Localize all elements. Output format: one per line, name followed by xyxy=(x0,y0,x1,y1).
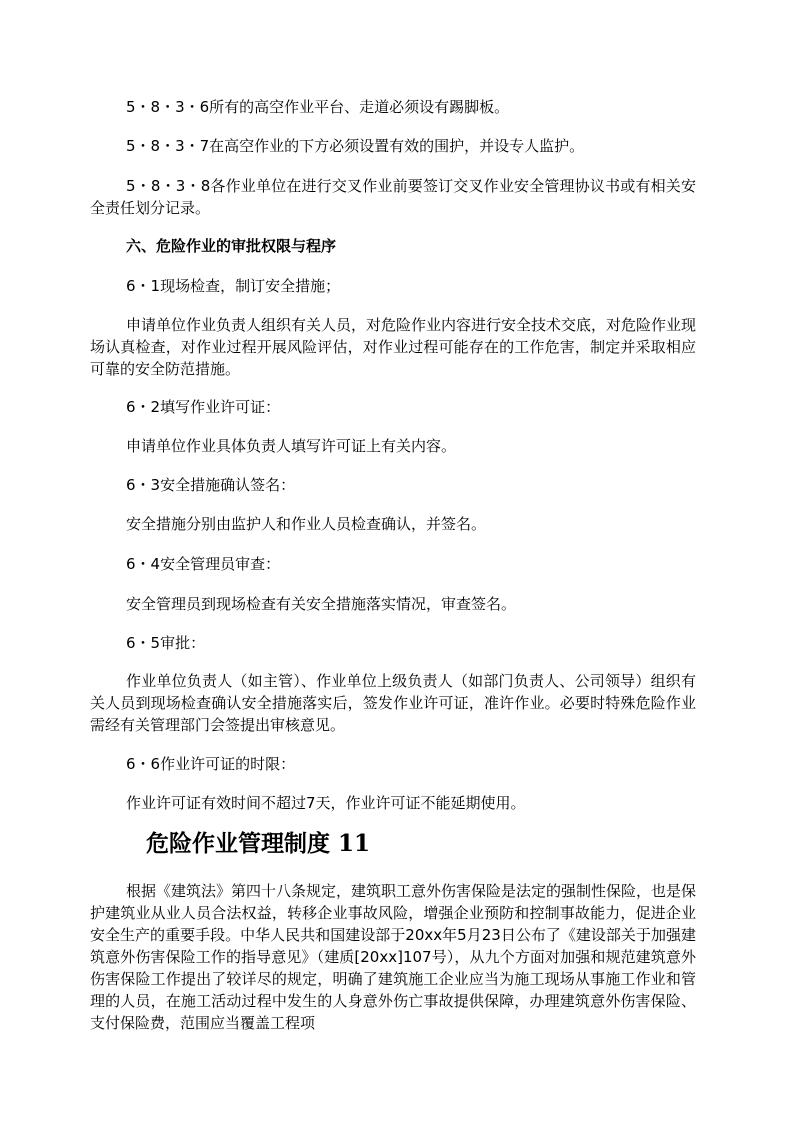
paragraph-6-6-body: 作业许可证有效时间不超过7天，作业许可证不能延期使用。 xyxy=(126,794,526,812)
clause-6-1: 6・1现场检查，制订安全措施； xyxy=(126,277,341,295)
paragraph-6-3-body: 安全措施分别由监护人和作业人员检查确认，并签名。 xyxy=(126,515,487,533)
clause-6-4: 6・4安全管理员审查： xyxy=(126,555,281,573)
clause-5-8-3-8: 5・8・3・8各作业单位在进行交叉作业前要签订交叉作业安全管理协议书或有相关安全责任划分记录。 xyxy=(90,177,696,217)
paragraph-6-5-body: 作业单位负责人（如主管）、作业单位上级负责人（如部门负责人、公司领导）组织有关人员到现场检查确认安全措施落实后，签发作业许可证，准许作业。必要时特殊危险作业需经有关管理部门会签提出审核意见。 xyxy=(90,672,696,734)
clause-6-6: 6・6作业许可证的时限： xyxy=(126,755,296,773)
section-six-heading: 六、危险作业的审批权限与程序 xyxy=(126,237,337,255)
paragraph-6-2-body: 申请单位作业具体负责人填写许可证上有关内容。 xyxy=(126,437,457,455)
paragraph-6-4-body: 安全管理员到现场检查有关安全措施落实情况，审查签名。 xyxy=(126,595,517,613)
clause-5-8-3-6: 5・8・3・6所有的高空作业平台、走道必须设有踢脚板。 xyxy=(126,98,510,116)
paragraph-insurance-body: 根据《建筑法》第四十八条规定，建筑职工意外伤害保险是法定的强制性保险，也是保护建筑业从业人员合法权益，转移企业事故风险，增强企业预防和控制事故能力，促进企业安全生产的重要手段。中华人民共和国建设部于20xx年5月23日公布了《建设部关于加强建筑意外伤害保险工作的指导意见》（建质[20xx]107号），从九个方面对加强和规范建筑意外伤害保险工作提出了较详尽的规定，明确了建筑施工企业应当为施工现场从事施工作业和管理的人员，在施工活动过程中发生的人身意外伤亡事故提供保障，办理建筑意外伤害保险、支付保险费，范围应当覆盖工程项 xyxy=(90,882,697,1032)
clause-6-5: 6・5审批： xyxy=(126,634,206,652)
paragraph-6-1-body: 申请单位作业负责人组织有关人员，对危险作业内容进行安全技术交底，对危险作业现场认真检查，对作业过程开展风险评估，对作业过程可能存在的工作危害，制定并采取相应可靠的安全防范措施。 xyxy=(90,316,697,378)
section-title-11: 危险作业管理制度 11 xyxy=(146,830,371,857)
clause-5-8-3-7: 5・8・3・7在高空作业的下方必须设置有效的围护，并设专人监护。 xyxy=(126,137,585,155)
clause-6-2: 6・2填写作业许可证： xyxy=(126,398,281,416)
clause-6-3: 6・3安全措施确认签名： xyxy=(126,476,296,494)
